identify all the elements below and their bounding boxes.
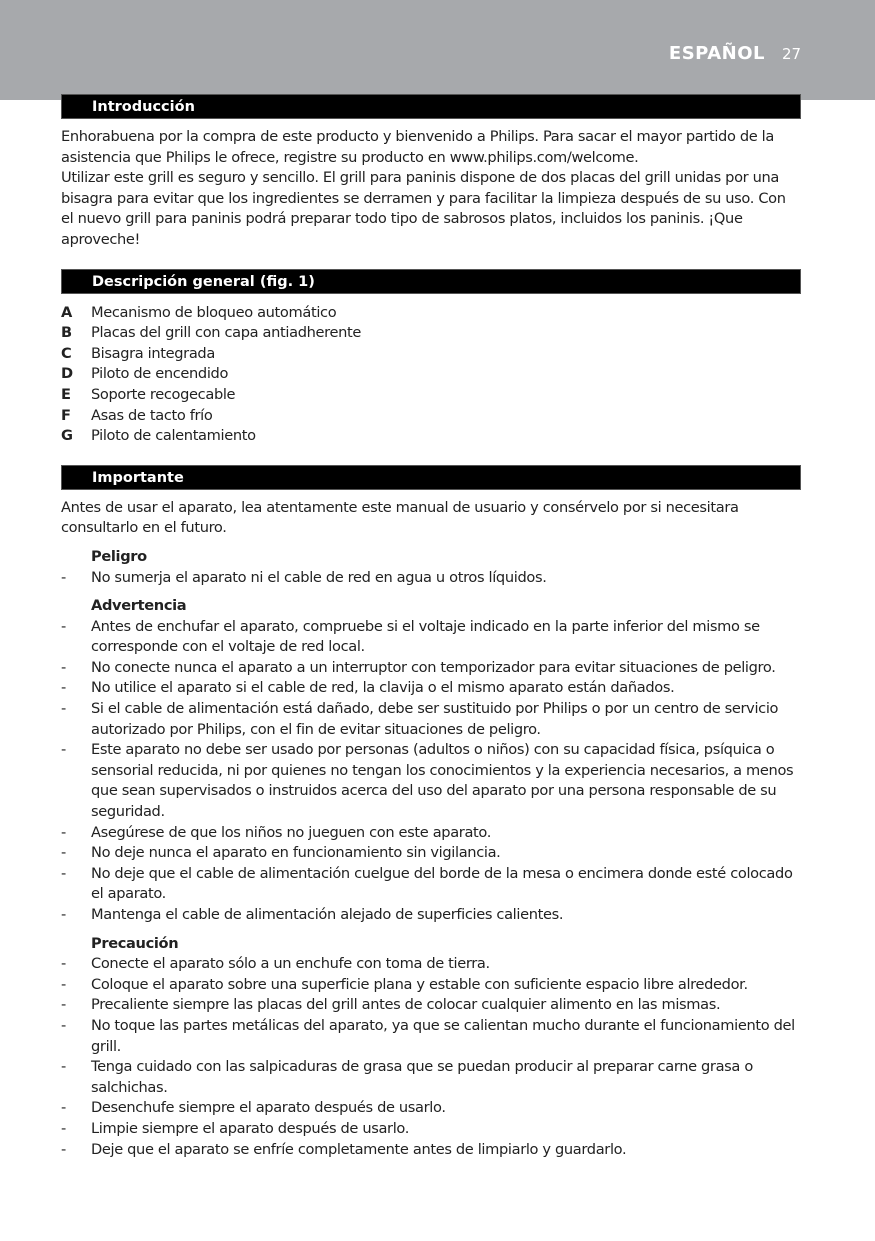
list-item: - Asegúrese de que los niños no jueguen con este aparato. [61, 823, 801, 844]
item-text: No sumerja el aparato ni el cable de red en agua u otros líquidos. [91, 568, 547, 586]
list-item: - Si el cable de alimentación está dañado, debe ser sustituido por Philips o por un centro de servicio autorizado por Philips, con el fin de evitar situaciones de peligro. [61, 699, 801, 740]
item-text: No conecte nunca el aparato a un interruptor con temporizador para evitar situaciones de peligro. [91, 658, 776, 676]
subheading-caution: Precaución [91, 934, 179, 952]
list-item [61, 303, 801, 324]
item-text: No deje que el cable de alimentación cuelgue del borde de la mesa o encimera donde esté colocado el aparato. [91, 864, 793, 903]
list-item: - No utilice el aparato si el cable de red, la clavija o el mismo aparato están dañados. [61, 678, 801, 699]
list-item: - Desenchufe siempre el aparato después de usarlo. [61, 1098, 801, 1119]
list-item [61, 385, 801, 406]
item-text: No utilice el aparato si el cable de red, la clavija o el mismo aparato están dañados. [91, 679, 675, 697]
list-item: - Coloque el aparato sobre una superficie plana y estable con suficiente espacio libre alrededor. [61, 975, 801, 996]
item-text: Limpie siempre el aparato después de usarlo. [91, 1119, 410, 1137]
list-item: - Tenga cuidado con las salpicaduras de grasa que se puedan producir al preparar carne grasa o salchichas. [61, 1057, 801, 1098]
subheading-warning: Advertencia [91, 597, 187, 615]
section-heading-overview: Descripción general (fig. 1) [61, 269, 801, 294]
item-text: Conecte el aparato sólo a un enchufe con toma de tierra. [91, 955, 490, 973]
item-text: Antes de enchufar el aparato, compruebe si el voltaje indicado en la parte inferior del mismo se corresponde con el voltaje de red local. [91, 617, 760, 656]
item-text: Mantenga el cable de alimentación alejado de superficies calientes. [91, 906, 564, 923]
intro-paragraph-2: Utilizar este grill es seguro y sencillo. El grill para paninis dispone de dos placas del grill unidas por una bisagra para evitar que los ingredientes se derramen y para facilitar la limpieza después de su uso. Con el nuevo grill para paninis podrá preparar todo tipo de sabrosos platos, incluidos los paninis. ¡Que aproveche! [61, 169, 786, 248]
section-heading-important: Importante [61, 465, 801, 490]
list-item: - No sumerja el aparato ni el cable de red en agua u otros líquidos. [61, 568, 801, 589]
item-text: Piloto de calentamiento [91, 427, 256, 445]
subheading-danger: Peligro [91, 547, 147, 565]
item-text: Asegúrese de que los niños no jueguen con este aparato. [91, 823, 492, 841]
list-item [61, 323, 801, 344]
language-label: ESPAÑOL [668, 43, 765, 64]
list-item: - No deje nunca el aparato en funcionamiento sin vigilancia. [61, 843, 801, 864]
item-letter: E [61, 385, 71, 403]
item-text: Si el cable de alimentación está dañado, debe ser sustituido por Philips o por un centro de servicio autorizado por Philips, con el fin de evitar situaciones de peligro. [91, 700, 779, 738]
item-text: Tenga cuidado con las salpicaduras de grasa que se puedan producir al preparar carne grasa o salchichas. [91, 1058, 753, 1096]
item-text: Deje que el aparato se enfríe completamente antes de limpiarlo y guardarlo. [91, 1140, 627, 1158]
list-item: - Este aparato no debe ser usado por personas (adultos o niños) con su capacidad física, psíquica o sensorial reducida, ni por quienes no tengan los conocimientos y la experiencia necesarios, a menos que sean supervisados o instruidos acerca del uso del aparato por una persona responsable de su seguridad. [61, 740, 801, 822]
item-letter: G [61, 427, 73, 445]
item-text: Soporte recogecable [91, 385, 236, 403]
important-intro: Antes de usar el aparato, lea atentamente este manual de usuario y consérvelo por si necesitara consultarlo en el futuro. [61, 498, 739, 537]
item-text: Bisagra integrada [91, 344, 215, 362]
list-item: - Antes de enchufar el aparato, compruebe si el voltaje indicado en la parte inferior del mismo se corresponde con el voltaje de red local. [61, 617, 801, 658]
list-item: - Conecte el aparato sólo a un enchufe con toma de tierra. [61, 954, 801, 975]
list-item [61, 406, 801, 427]
overview-list [61, 303, 801, 447]
list-item [61, 344, 801, 365]
page-number: 27 [782, 45, 802, 63]
item-text: No deje nunca el aparato en funcionamiento sin vigilancia. [91, 844, 501, 862]
item-text: No toque las partes metálicas del aparato, ya que se calientan mucho durante el funcionamiento del grill. [91, 1016, 795, 1055]
list-item: - Limpie siempre el aparato después de usarlo. [61, 1119, 801, 1140]
list-item: - Mantenga el cable de alimentación alejado de superficies calientes. [61, 905, 801, 926]
item-text: Este aparato no debe ser usado por personas (adultos o niños) con su capacidad física, psíquica o sensorial reducida, ni por quienes no tengan los conocimientos y la experiencia necesarios, a menos que sean supervisados o instruidos acerca del uso del aparato por una persona responsable de su seguridad. [91, 741, 794, 821]
item-text: Asas de tacto frío [91, 406, 213, 424]
list-item: - No conecte nunca el aparato a un interruptor con temporizador para evitar situaciones de peligro. [61, 658, 801, 679]
section-heading-introduction: Introducción [61, 94, 801, 119]
item-letter: A [61, 303, 72, 321]
intro-paragraph-1: Enhorabuena por la compra de este producto y bienvenido a Philips. Para sacar el mayor partido de la asistencia que Philips le ofrece, registre su producto en www.philips.com/welcome. [61, 128, 774, 166]
page-header-bar [0, 0, 875, 100]
item-text: Precaliente siempre las placas del grill antes de colocar cualquier alimento en las mismas. [91, 996, 721, 1014]
item-text: Piloto de encendido [91, 365, 229, 383]
item-text: Coloque el aparato sobre una superficie plana y estable con suficiente espacio libre alrededor. [91, 975, 748, 993]
list-item: - No toque las partes metálicas del aparato, ya que se calientan mucho durante el funcionamiento del grill. [61, 1016, 801, 1057]
list-item [61, 426, 801, 447]
list-item: - Deje que el aparato se enfríe completamente antes de limpiarlo y guardarlo. [61, 1140, 801, 1161]
item-text: Placas del grill con capa antiadherente [91, 324, 362, 342]
list-item [61, 364, 801, 385]
list-item: - Precaliente siempre las placas del grill antes de colocar cualquier alimento en las mismas. [61, 995, 801, 1016]
item-text: Mecanismo de bloqueo automático [91, 303, 337, 321]
item-letter: F [61, 406, 71, 424]
item-letter: B [61, 324, 72, 342]
item-letter: C [61, 344, 72, 362]
item-letter: D [61, 365, 73, 383]
manual-content [61, 94, 801, 1160]
list-item: - No deje que el cable de alimentación cuelgue del borde de la mesa o encimera donde esté colocado el aparato. [61, 864, 801, 905]
item-text: Desenchufe siempre el aparato después de usarlo. [91, 1099, 446, 1117]
